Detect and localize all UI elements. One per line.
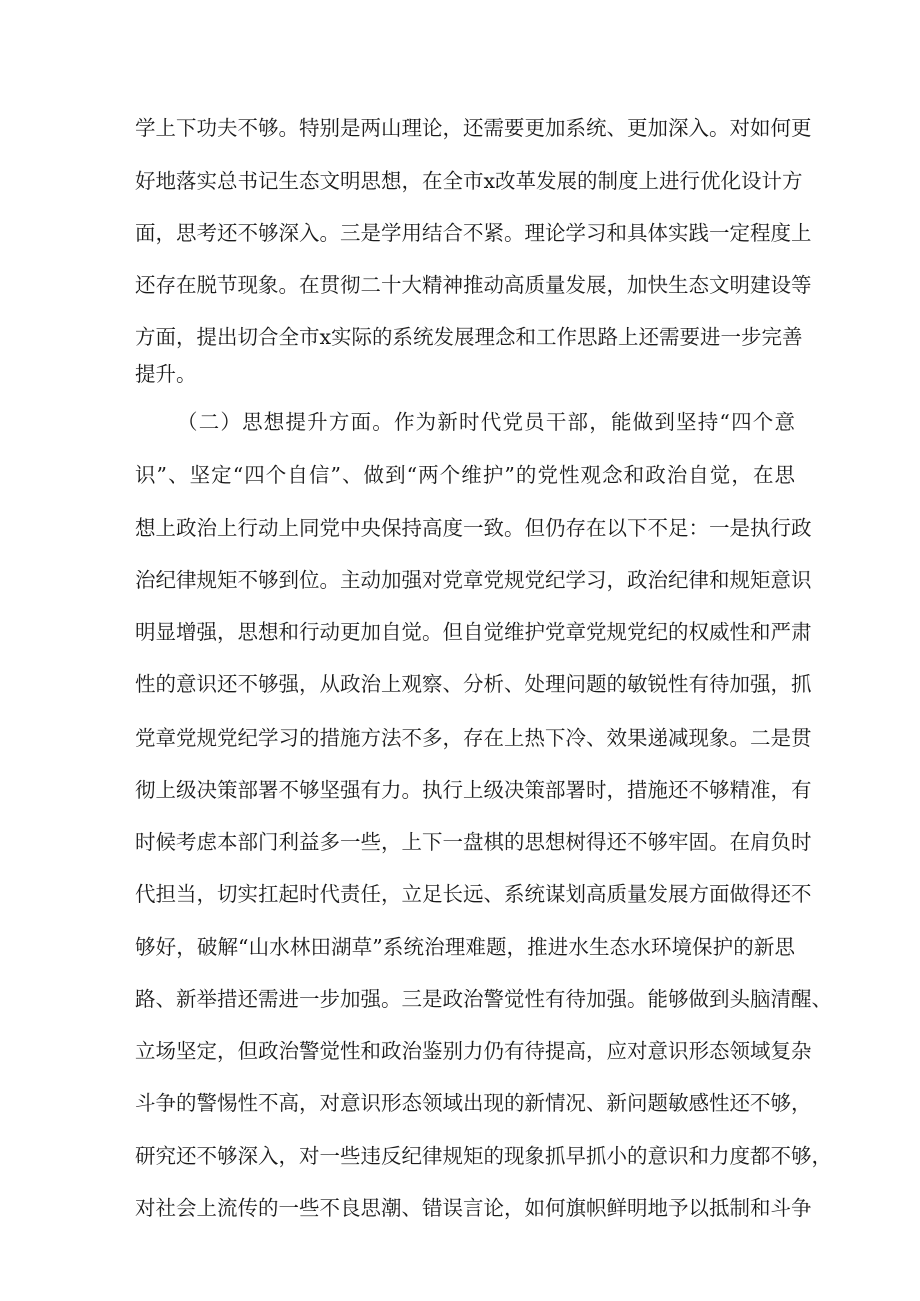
text-line: 识”、坚定“四个自信”、做到“两个维护”的党性观念和政治自觉，在思 — [135, 463, 795, 487]
text-line: 面，思考还不够深入。三是学用结合不紧。理论学习和具体实践一定程度上 — [135, 221, 812, 245]
text-line: 还存在脱节现象。在贯彻二十大精神推动高质量发展，加快生态文明建设等 — [135, 273, 812, 297]
text-line: 够好，破解“山水林田湖草”系统治理难题，推进水生态水环境保护的新思 — [135, 935, 795, 959]
text-line: 对社会上流传的一些不良思潮、错误言论，如何旗帜鲜明地予以抵制和斗争 — [135, 1196, 812, 1220]
text-line: 学上下功夫不够。特别是两山理论，还需要更加系统、更加深入。对如何更 — [135, 116, 812, 140]
text-line: 好地落实总书记生态文明思想，在全市x改革发展的制度上进行优化设计方 — [135, 169, 803, 193]
text-line: 党章党规党纪学习的措施方法不多，存在上热下冷、效果递减现象。二是贯 — [135, 726, 812, 750]
text-line: 明显增强，思想和行动更加自觉。但自觉维护党章党规党纪的权威性和严肃 — [135, 620, 812, 644]
paragraph-heading-line: （二）思想提升方面。作为新时代党员干部，能做到坚持“四个意 — [177, 410, 795, 434]
text-line: 方面，提出切合全市x实际的系统发展理念和工作思路上还需要进一步完善 — [135, 325, 803, 349]
text-line: 时候考虑本部门利益多一些，上下一盘棋的思想树得还不够牢固。在肩负时 — [135, 830, 812, 854]
text-line: 立场坚定，但政治警觉性和政治鉴别力仍有待提高，应对意识形态领域复杂 — [135, 1039, 812, 1063]
text-line: 治纪律规矩不够到位。主动加强对党章党规党纪学习，政治纪律和规矩意识 — [135, 568, 812, 592]
text-line: 性的意识还不够强，从政治上观察、分析、处理问题的敏锐性有待加强，抓 — [135, 672, 812, 696]
text-line: 提升。 — [135, 362, 197, 386]
text-line: 路、新举措还需进一步加强。三是政治警觉性有待加强。能够做到头脑清醒、 — [135, 987, 832, 1011]
text-line: 斗争的警惕性不高，对意识形态领域出现的新情况、新问题敏感性还不够， — [135, 1091, 812, 1115]
text-line: 彻上级决策部署不够坚强有力。执行上级决策部署时，措施还不够精准，有 — [135, 778, 812, 802]
text-line: 代担当，切实扛起时代责任，立足长远、系统谋划高质量发展方面做得还不 — [135, 882, 812, 906]
text-line: 想上政治上行动上同党中央保持高度一致。但仍存在以下不足：一是执行政 — [135, 516, 812, 540]
text-line: 研究还不够深入，对一些违反纪律规矩的现象抓早抓小的意识和力度都不够， — [135, 1144, 832, 1168]
